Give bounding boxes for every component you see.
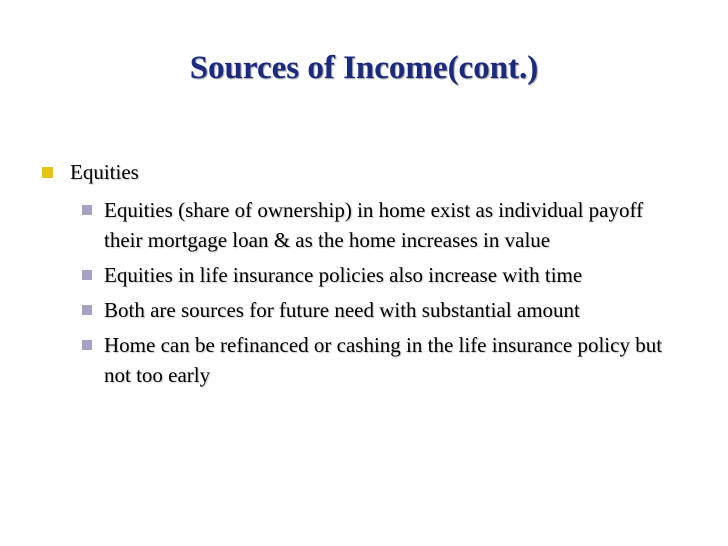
bullet-item-equities	[42, 160, 139, 185]
sub-bullet-item	[82, 260, 682, 290]
sub-bullet-item	[82, 330, 682, 390]
sub-bullet-text: Equities in life insurance policies also increase with time	[104, 263, 583, 287]
sub-bullet-item	[82, 295, 682, 325]
slide-title: Sources of Income(cont.)	[189, 50, 539, 86]
bullet-label: Equities	[70, 160, 139, 184]
sub-bullet-item	[82, 195, 682, 255]
square-bullet-icon	[42, 167, 53, 178]
sub-bullet-text: Both are sources for future need with substantial amount	[104, 298, 580, 322]
square-bullet-icon	[82, 340, 92, 350]
square-bullet-icon	[82, 305, 92, 315]
sub-bullet-text: Home can be refinanced or cashing in the life insurance policy but not too early	[104, 333, 663, 387]
square-bullet-icon	[82, 205, 92, 215]
sub-bullet-text: Equities (share of ownership) in home exist as individual payoff their mortgage loan & as the home increases in value	[104, 198, 644, 252]
square-bullet-icon	[82, 270, 92, 280]
sub-bullet-list	[82, 195, 682, 395]
